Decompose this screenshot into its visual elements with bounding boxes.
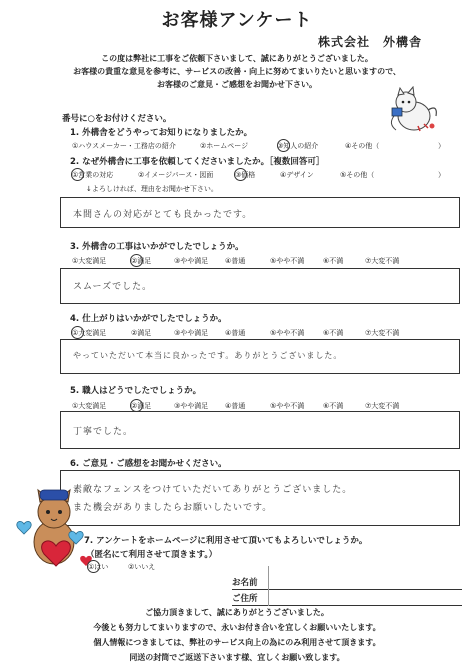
q3-option-4[interactable]: ④普通 [225, 257, 246, 265]
q2-option-5[interactable]: ⑤その他（ [340, 171, 375, 179]
q2-option-2[interactable]: ②イメージパース・図面 [138, 171, 214, 179]
q3-answer-text: スムーズでした。 [73, 282, 153, 292]
q1-selection-circle [277, 139, 290, 152]
q1-option-4[interactable]: ④その他（ [345, 142, 380, 150]
q3-option-3[interactable]: ③やや満足 [174, 257, 209, 265]
cat-illustration-icon [384, 86, 442, 136]
q1-option-2[interactable]: ②ホームページ [200, 142, 249, 150]
q6-answer-line-1: 素敵なフェンスをつけていただいてありがとうございました。 [73, 485, 353, 495]
q5-option-6[interactable]: ⑥不満 [323, 402, 344, 410]
question-2-label: 2. なぜ外構舎に工事を依頼してくださいましたか。［複数回答可］ [70, 157, 325, 167]
q2-answer-box[interactable] [60, 197, 460, 228]
q5-option-2[interactable]: ②満足 [131, 402, 152, 410]
footer-line: ご協力頂きまして、誠にありがとうございました。 [145, 608, 329, 617]
question-3-label: 3. 外構舎の工事はいかがでしたでしょうか。 [70, 242, 244, 252]
q7-option-1[interactable]: ①はい [88, 563, 109, 571]
q5-answer-text: 丁寧でした。 [73, 427, 134, 437]
q2-close-paren: ） [438, 171, 445, 179]
q4-answer-box[interactable] [60, 339, 460, 374]
q3-option-1[interactable]: ①大変満足 [72, 257, 107, 265]
name-field-label: お名前 [232, 578, 258, 588]
q2-option-4[interactable]: ④デザイン [280, 171, 314, 179]
q2-option-3[interactable]: ③価格 [235, 171, 256, 179]
q4-option-2[interactable]: ②満足 [131, 329, 152, 337]
q4-option-5[interactable]: ⑤やや不満 [270, 329, 305, 337]
q4-option-3[interactable]: ③やや満足 [174, 329, 209, 337]
q3-option-6[interactable]: ⑥不満 [323, 257, 344, 265]
q5-option-7[interactable]: ⑦大変不満 [365, 402, 400, 410]
address-field-line[interactable] [232, 605, 462, 606]
q3-option-2[interactable]: ②満足 [131, 257, 152, 265]
footer-line: 今後とも努力してまいりますので、永いお付き合いを宜しくお願いいたします。 [93, 623, 381, 632]
question-7-label: 7. アンケートをホームページに利用させて頂いてもよろしいでしょうか。 [84, 536, 368, 546]
q5-answer-box[interactable] [60, 411, 460, 449]
footer-line: 同送の封筒でご返送下さいます様、宜しくお願い致します。 [129, 653, 345, 662]
q4-answer-text: やっていただいて本当に良かったです。ありがとうございました。 [73, 351, 343, 360]
name-field-line[interactable] [232, 589, 462, 590]
q4-option-4[interactable]: ④普通 [225, 329, 246, 337]
question-5-label: 5. 職人はどうでしたでしょうか。 [70, 386, 202, 396]
q1-option-1[interactable]: ①ハウスメーカー・工務店の紹介 [72, 142, 176, 150]
page-title: お客様アンケート [161, 10, 313, 31]
field-divider [268, 566, 269, 606]
question-7-sub: （匿名にて利用させて頂きます。） [86, 550, 218, 560]
intro-line: お客様の貴重な意見を参考に、サービスの改善・向上に努めてまいりたいと思いますので、 [73, 67, 401, 76]
instruction-text: 番号に○をお付けください。 [62, 114, 172, 124]
q7-selection-circle [87, 560, 100, 573]
q4-option-7[interactable]: ⑦大変不満 [365, 329, 400, 337]
company-name: 株式会社 外構舎 [318, 35, 423, 49]
q5-option-4[interactable]: ④普通 [225, 402, 246, 410]
q5-option-1[interactable]: ①大変満足 [72, 402, 107, 410]
intro-line: お客様のご意見・ご感想をお聞かせ下さい。 [157, 80, 317, 89]
q4-option-1[interactable]: ①大変満足 [72, 329, 107, 337]
q2-answer-text: 本間さんの対応がとても良かったです。 [73, 210, 253, 220]
q3-option-7[interactable]: ⑦大変不満 [365, 257, 400, 265]
question-1-label: 1. 外構舎をどうやってお知りになりましたか。 [70, 128, 253, 138]
q2-option-1[interactable]: ①営業の対応 [72, 171, 114, 179]
footer-line: 個人情報につきましては、弊社のサービス向上の為にのみ利用させて頂きます。 [93, 638, 381, 647]
q6-answer-line-2: また機会がありましたらお願いしたいです。 [73, 503, 273, 513]
q5-option-3[interactable]: ③やや満足 [174, 402, 209, 410]
q3-answer-box[interactable] [60, 268, 460, 304]
q4-selection-circle [71, 326, 84, 339]
q5-option-5[interactable]: ⑤やや不満 [270, 402, 305, 410]
q2-selection-circle [234, 168, 247, 181]
q7-option-2[interactable]: ②いいえ [128, 563, 156, 571]
q3-option-5[interactable]: ⑤やや不満 [270, 257, 305, 265]
question-4-label: 4. 仕上がりはいかがでしたでしょうか。 [70, 314, 227, 324]
q2-selection-circle [71, 168, 84, 181]
q4-option-6[interactable]: ⑥不満 [323, 329, 344, 337]
question-6-label: 6. ご意見・ご感想をお聞かせください。 [70, 459, 227, 469]
q3-selection-circle [130, 254, 143, 267]
q1-close-paren: ） [438, 142, 445, 150]
q6-answer-box[interactable] [60, 470, 460, 526]
q2-reason-prompt: ↓よろしければ、理由をお聞かせ下さい。 [86, 185, 218, 193]
address-field-label: ご住所 [232, 594, 258, 604]
q1-option-3[interactable]: ③知人の紹介 [277, 142, 319, 150]
intro-line: この度は弊社に工事をご依頼下さいまして、誠にありがとうございました。 [101, 54, 373, 63]
